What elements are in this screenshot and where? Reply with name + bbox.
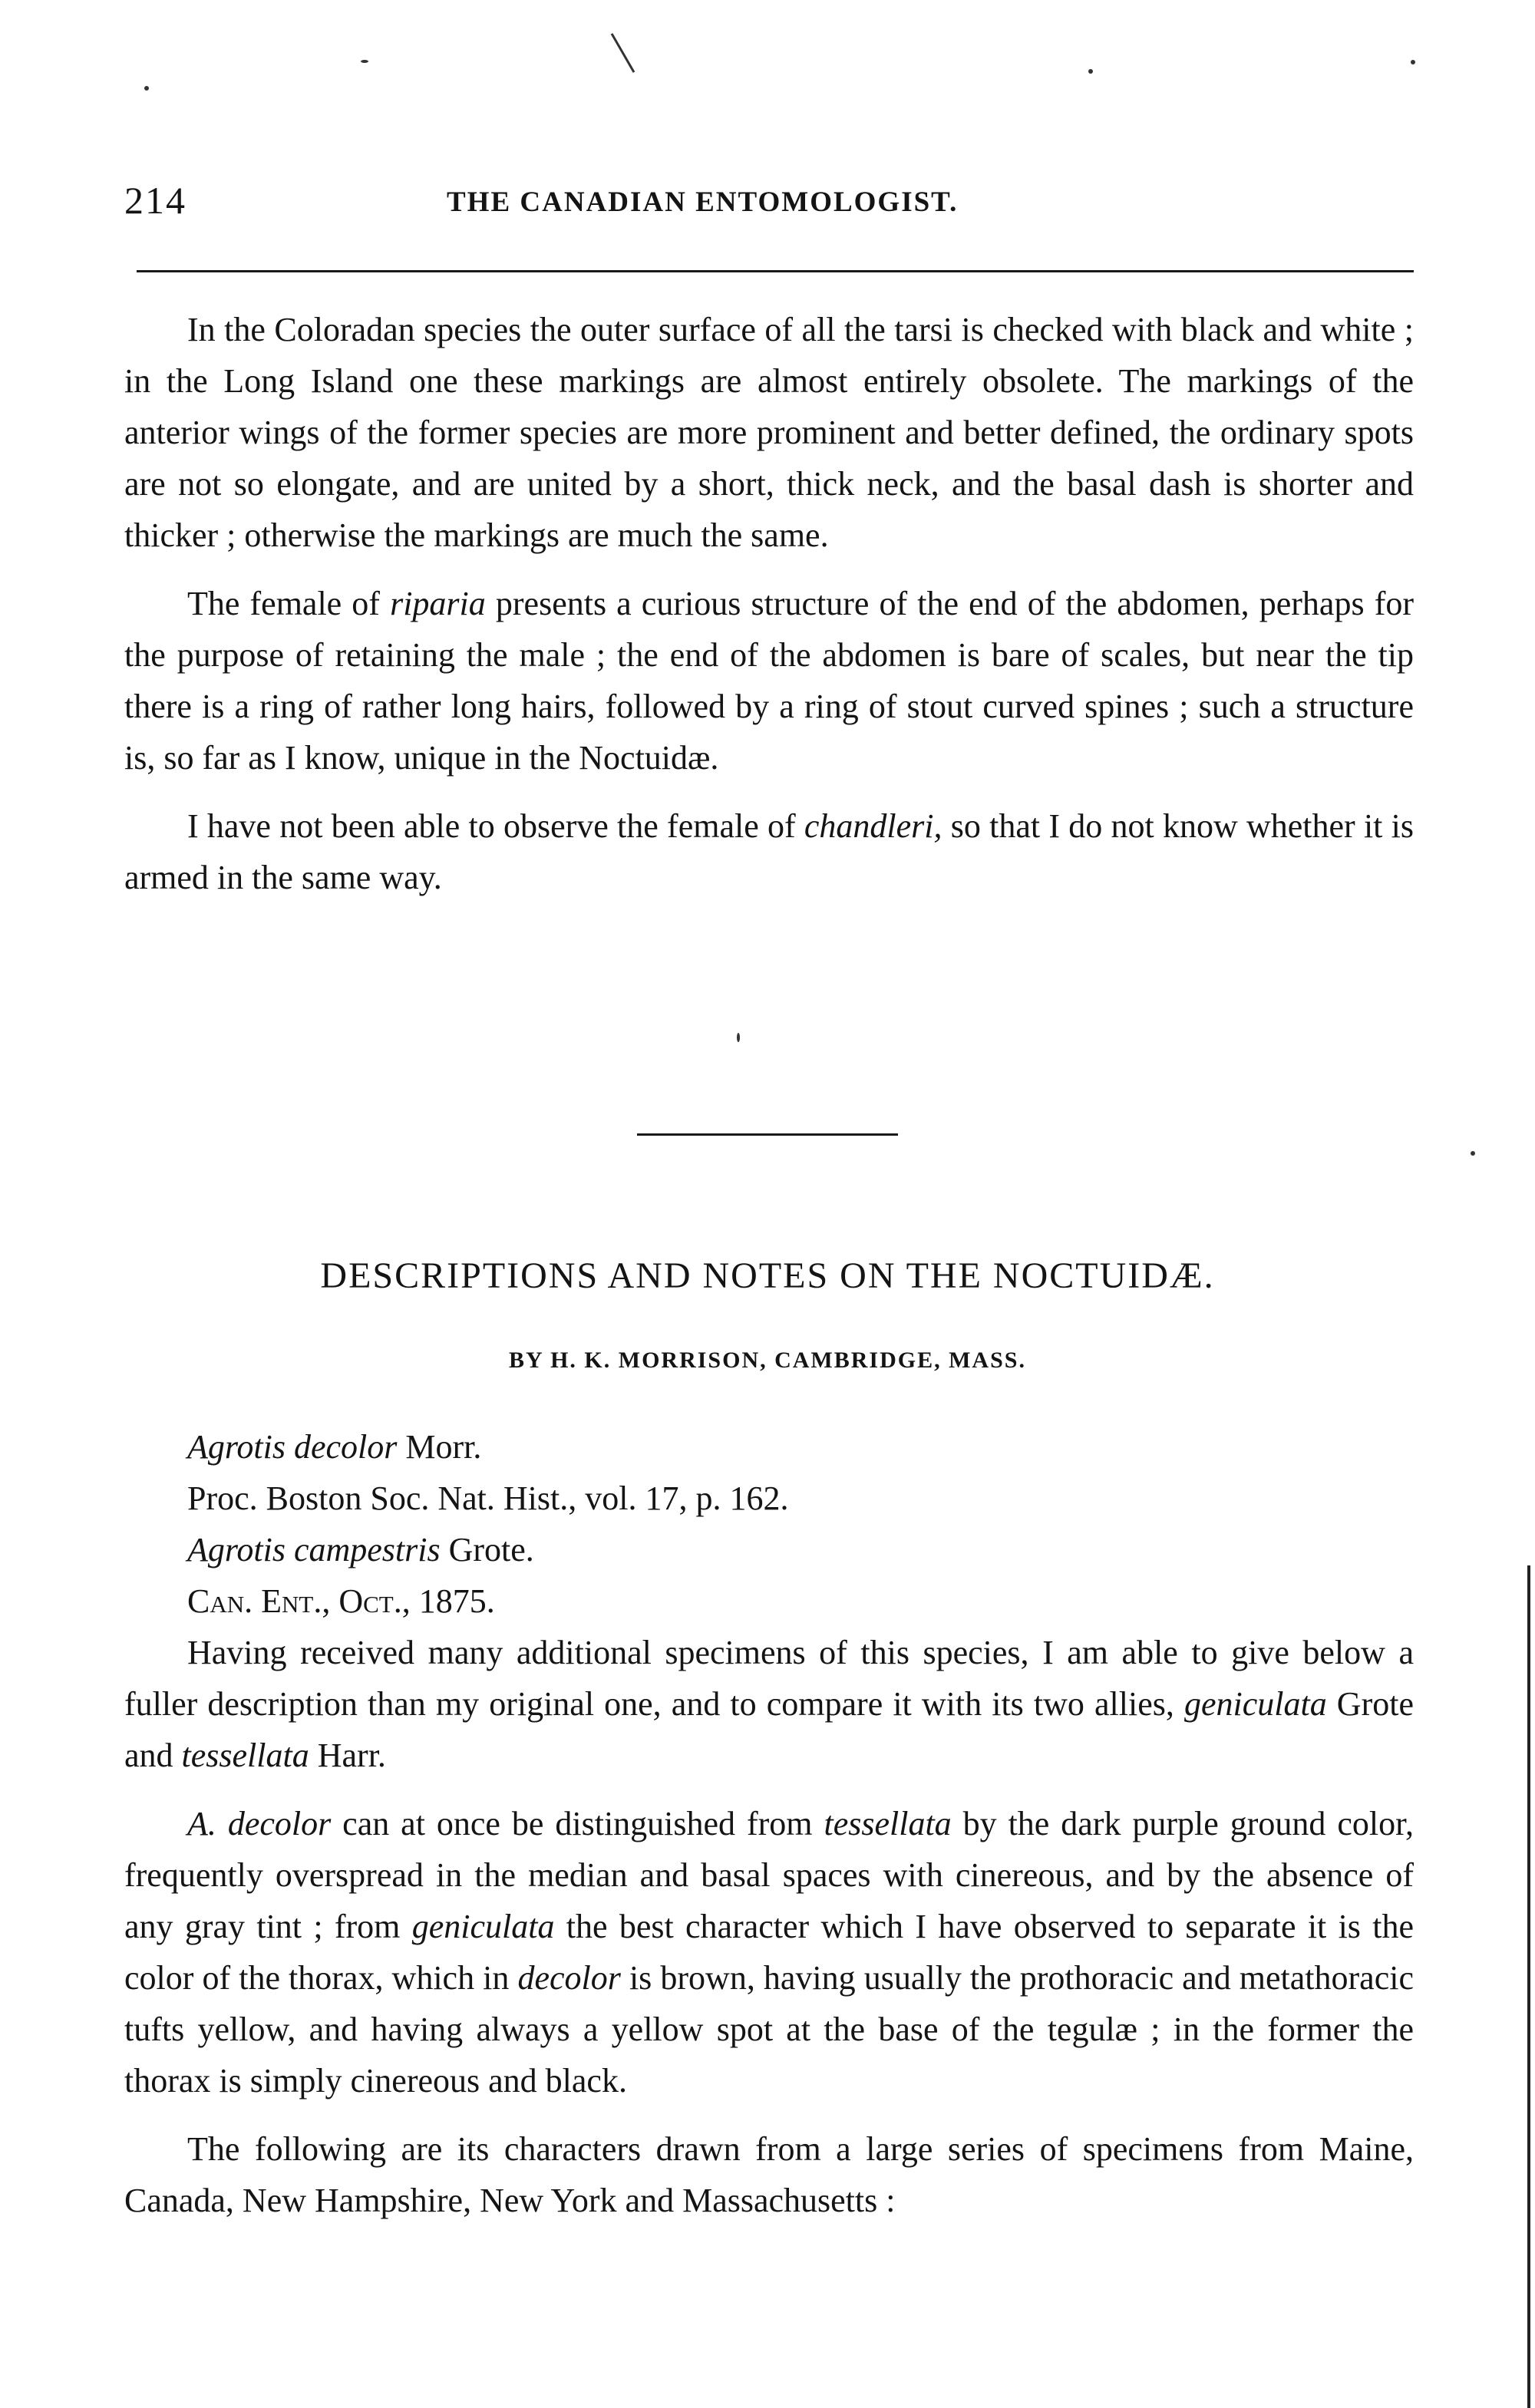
paragraph-text: so that I do not know whether it is armed in the same way. [124, 807, 1414, 896]
paragraph [124, 1798, 1414, 2106]
article-byline: BY H. K. MORRISON, CAMBRIDGE, MASS. [509, 1347, 1026, 1373]
paragraph-text: the best character which I have observed to separate it is the color of the thorax, which in [124, 1908, 1414, 1997]
article-title: DESCRIPTIONS AND NOTES ON THE NOCTUIDÆ. [320, 1255, 1215, 1296]
paragraph [124, 578, 1414, 783]
species-name: Agrotis decolor [187, 1428, 398, 1466]
paragraph-text: presents a curious structure of the end of the abdomen, perhaps for the purpose of retaining the male ; the end of the abdomen is bare of scales, but near the tip there is a ring of rather long hairs, followed by a ring of stout curved spines ; such a structure is, so far as I know, unique in the Noctuidæ. [124, 585, 1414, 777]
paragraph-text: The female of [187, 585, 391, 622]
scan-speck [1088, 69, 1093, 74]
continuation-section [124, 304, 1414, 903]
species-name: tessellata [824, 1805, 952, 1842]
scan-mark [611, 33, 635, 73]
species-name: riparia [390, 585, 486, 622]
paragraph-text: Having received many additional specimens of this species, I am able to give below a fuller description than my original one, and to compare it with its two allies, [124, 1634, 1414, 1723]
page-number: 214 [124, 179, 187, 222]
binding-edge-line [1527, 1565, 1530, 2408]
paragraph [124, 304, 1414, 561]
species-name: tessellata [181, 1737, 309, 1774]
paragraph-text: The following are its characters drawn from a large series of specimens from Maine, Canada, New Hampshire, New York and Massachusetts : [124, 2130, 1414, 2219]
synonymy-reference: Can. Ent., Oct., 1875. [187, 1582, 495, 1620]
author-name: Grote. [440, 1531, 534, 1568]
species-name: A. decolor [187, 1805, 332, 1842]
paragraph [124, 1627, 1414, 1781]
synonymy-reference: Proc. Boston Soc. Nat. Hist., vol. 17, p. 162. [187, 1479, 789, 1517]
article-body [124, 1421, 1414, 2226]
page-header [124, 178, 1414, 232]
scan-speck [361, 60, 368, 63]
paragraph-text: In the Coloradan species the outer surface of all the tarsi is checked with black and white ; in the Long Island one these markings are almost entirely obsolete. The markings of the anterior wings of the former species are more prominent and better defined, the ordinary spots are not so elongate, and are united by a short, thick neck, and the basal dash is shorter and thicker ; otherwise the markings are much the same. [124, 311, 1414, 554]
running-title: THE CANADIAN ENTOMOLOGIST. [447, 186, 959, 218]
paragraph-text: Harr. [309, 1737, 386, 1774]
paragraph [124, 800, 1414, 903]
synonymy-entry [124, 1421, 1414, 1473]
paragraph [124, 2123, 1414, 2226]
paragraph-text: Grote and [124, 1685, 1414, 1774]
scan-speck [1471, 1151, 1475, 1156]
paragraph-text: can at once be distinguished from [331, 1805, 824, 1842]
species-name: geniculata [411, 1908, 555, 1945]
species-name: geniculata [1183, 1685, 1327, 1723]
author-name: Morr. [397, 1428, 482, 1466]
scan-speck [1411, 60, 1415, 64]
species-name: chandleri, [804, 807, 942, 845]
paragraph-text: I have not been able to observe the female of [187, 807, 804, 845]
section-divider [637, 1133, 898, 1136]
scan-speck [144, 86, 149, 91]
paragraph-text: by the dark purple ground color, frequently overspread in the median and basal spaces with cinereous, and by the absence of any gray tint ; from [124, 1805, 1414, 1945]
header-rule [137, 270, 1414, 272]
paragraph-text: is brown, having usually the prothoracic and metathoracic tufts yellow, and having always a yellow spot at the base of the tegulæ ; in the former the thorax is simply cinereous and black. [124, 1959, 1414, 2100]
species-name: decolor [517, 1959, 621, 1997]
scan-speck [737, 1033, 740, 1042]
species-name: Agrotis campestris [187, 1531, 441, 1568]
synonymy-entry [124, 1524, 1414, 1575]
